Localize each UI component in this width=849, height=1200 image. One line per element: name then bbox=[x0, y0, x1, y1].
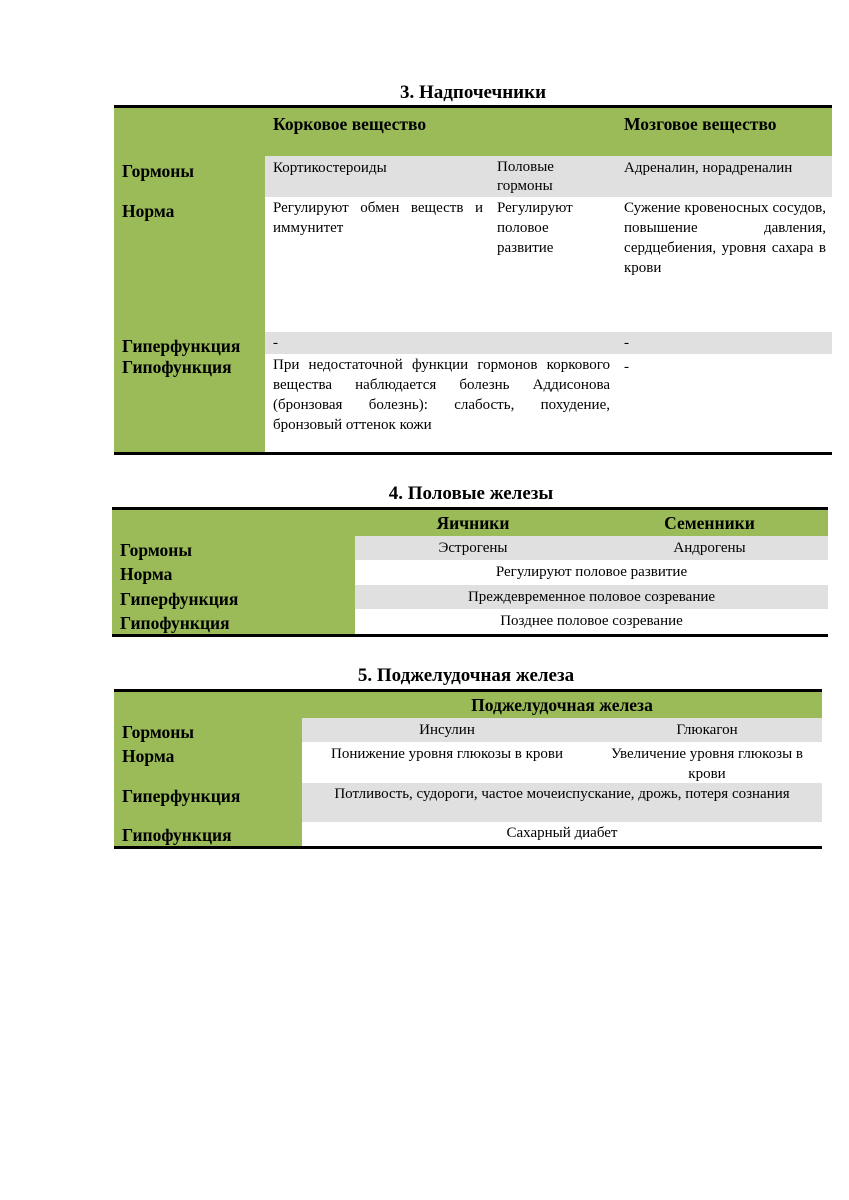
section-4-title: 4. Половые железы bbox=[388, 483, 554, 504]
table-bottom-rule bbox=[114, 846, 822, 849]
row-label-norm: Норма bbox=[120, 564, 173, 584]
row-label-hyperfunction: Гиперфункция bbox=[122, 336, 241, 356]
row-label-hormones: Гормоны bbox=[122, 722, 194, 742]
cell-norm-glucagon: Увеличение уровня глюкозы в крови bbox=[611, 746, 803, 782]
cell-norm-medulla: Сужение кровеносных сосудов, повышение давления, сердцебиения, уровня сахара в крови bbox=[624, 200, 826, 276]
row-label-hyperfunction: Гиперфункция bbox=[122, 786, 241, 806]
cell-hormones-insulin: Инсулин bbox=[419, 722, 475, 738]
cell-hypofunction: Позднее половое созревание bbox=[500, 613, 683, 629]
cell-hormones-corticosteroids: Кортикостероиды bbox=[273, 160, 387, 176]
cell-hormones-sex: Половые гормоны bbox=[497, 159, 554, 194]
row-label-hypofunction: Гипофункция bbox=[122, 825, 232, 845]
row-label-hormones: Гормоны bbox=[122, 161, 194, 181]
col-header-ovaries: Яичники bbox=[436, 513, 510, 533]
cell-hormones-glucagon: Глюкагон bbox=[676, 722, 738, 738]
row-label-hypofunction: Гипофункция bbox=[122, 357, 232, 377]
cell-norm-sex: Регулируют половое развитие bbox=[497, 200, 573, 256]
cell-hypofunction: Сахарный диабет bbox=[506, 825, 618, 841]
section-5-title: 5. Поджелудочная железа bbox=[357, 665, 575, 686]
cell-hyper-medulla: - bbox=[624, 335, 629, 351]
cell-hypo-medulla: - bbox=[624, 359, 629, 375]
cell-hypo-cortex: При недостаточной функции гормонов коркового вещества наблюдается болезнь Аддисонова (бронзовая болезнь): слабость, похудение, бронзовый оттенок кожи bbox=[273, 357, 610, 433]
cell-hyperfunction: Потливость, судороги, частое мочеиспускание, дрожь, потеря сознания bbox=[334, 786, 790, 802]
row-label-hyperfunction: Гиперфункция bbox=[120, 589, 239, 609]
row-label-norm: Норма bbox=[122, 201, 175, 221]
col-header-pancreas: Поджелудочная железа bbox=[471, 695, 653, 715]
table-bottom-rule bbox=[114, 452, 832, 455]
cell-norm: Регулируют половое развитие bbox=[495, 564, 688, 580]
row-label-hypofunction: Гипофункция bbox=[120, 613, 230, 633]
row-label-hormones: Гормоны bbox=[120, 540, 192, 560]
section-3-title: 3. Надпочечники bbox=[399, 82, 547, 103]
table-bottom-rule bbox=[112, 634, 828, 637]
col-header-medulla: Мозговое вещество bbox=[624, 114, 777, 134]
cell-hyperfunction: Преждевременное половое созревание bbox=[467, 589, 716, 605]
col-header-testes: Семенники bbox=[664, 513, 755, 533]
row-label-norm: Норма bbox=[122, 746, 175, 766]
cell-norm-corticosteroids: Регулируют обмен веществ и иммунитет bbox=[273, 200, 483, 236]
row-hyper-band bbox=[265, 332, 832, 354]
cell-norm-insulin: Понижение уровня глюкозы в крови bbox=[330, 746, 564, 762]
cell-hormones-medulla: Адреналин, норадреналин bbox=[624, 160, 793, 176]
cell-hormones-testes: Андрогены bbox=[673, 540, 746, 556]
col-header-cortex: Корковое вещество bbox=[273, 114, 427, 134]
cell-hyper-cortex: - bbox=[273, 335, 278, 351]
cell-hormones-ovaries: Эстрогены bbox=[438, 540, 508, 556]
